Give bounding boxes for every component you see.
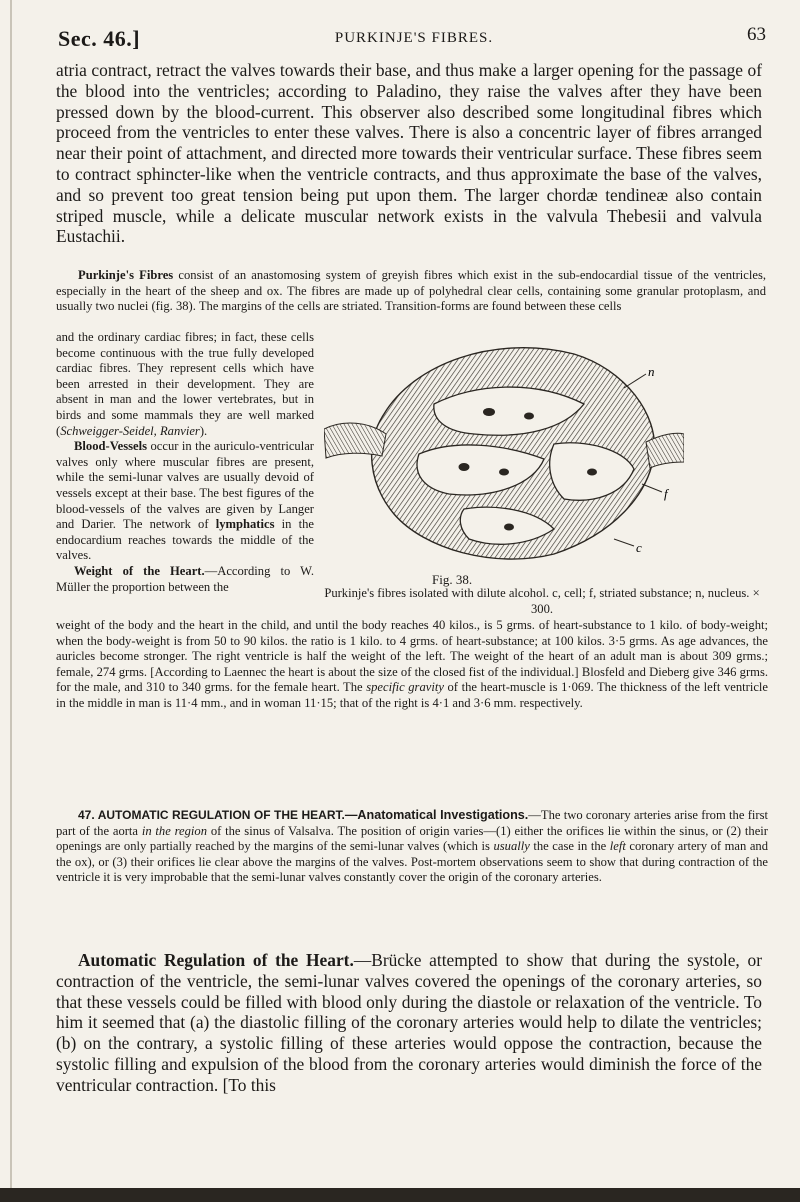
section-47-text-2: of the sinus of Valsalva. The position of origin varies—(1) either the orifices lie within the sinus, or (2) their openings are only partially reached by the margins of the semi-lunar valves (which is <box>56 823 768 854</box>
lymphatics-heading: lymphatics <box>215 517 275 532</box>
weight-paragraph-start <box>56 564 314 595</box>
purkinje-text-2: and the ordinary cardiac fibres; in fact, these cells become continuous with the true fully developed cardiac fibres. They represent cells which have been arrested in their development. They are absent in man and the lower vertebrates, but in birds and some mammals they are well marked ( <box>56 330 314 438</box>
purkinje-continuation <box>56 330 314 439</box>
automatic-regulation-text: —Brücke attempted to show that during the systole, or contraction of the ventricle, the semi-lunar valves covered the openings of the coronary arteries, so that these vessels could be filled with blood only during the diastole or relaxation of the ventricle. To him it seemed that (a) the diastolic filling of the coronary arteries would help to dilate the ventricles; (b) on the contrary, a systolic filling of these arteries would oppose the contraction, because the systolic filling and expulsion of the blood from the coronary arteries would diminish the force of the ventricular contraction. [To this <box>56 950 763 1095</box>
section-47-text-1: —The two coronary arteries arise from the first part of the aorta <box>56 808 768 838</box>
weight-text-b: weight of the body and the heart in the child, and until the body reaches 40 kilos., is 5 grms. of heart-substance to 1 kilo. of body-weight; when the body-weight is from 50 to 90 kilos. the ratio is 1 kilo. to 4 grms. of heart-substance; at 100 kilos. 3·5 grms. As age advances, the auricles become stronger. The right ventricle is half the weight of the left. The weight of the heart of an adult man is about 309 grms.; female, 274 grms. [According to Laennec the heart is about the size of the closed fist of the individual.] Blosfeld and Dieberg give 346 grms. for the male, and 310 to 340 grms. for the female heart. The <box>56 618 768 695</box>
section-47-text-3: the case in the <box>529 839 610 854</box>
weight-paragraph-continued <box>56 618 768 712</box>
section-47-usually: usually <box>493 839 530 854</box>
page-header <box>58 22 770 56</box>
weight-text-a: —According to W. Müller the proportion between the <box>56 563 314 594</box>
figure-number: Fig. 38. <box>432 572 473 587</box>
section-47-paragraph <box>56 808 768 886</box>
blood-vessels-text: occur in the auriculo-ventricular valves only where muscular fibres are present, while the semi-lunar valves are usually devoid of vessels except at their base. The best figures of the blood-vessels of the valves are given by Langer and Darier. The network of <box>56 439 314 532</box>
figure-label-c: c <box>636 540 642 555</box>
section-47-in-region: in the region <box>141 823 208 838</box>
purkinje-fibres-figure <box>324 334 684 566</box>
weight-text-c: of the heart-muscle is 1·069. The thickness of the left ventricle in the middle in man is 11·4 mm., and in woman 11·15; that of the right is 4·1 and 3·6 mm. respectively. <box>56 680 768 710</box>
section-marker: Sec. 46.] <box>58 26 141 51</box>
page-number: 63 <box>747 24 766 45</box>
valve-paragraph-text: atria contract, retract the valves towards their base, and thus make a larger opening for the passage of the blood into the ventricles; according to Paladino, they raise the valves after they have been pressed down by the blood-current. This observer also described some longitudinal fibres which proceed from the ventricles to enter these valves. There is also a concentric layer of fibres arranged near their point of attachment, and directed more towards their ventricular surface. These fibres seem to contract sphincter-like when the ventricle contracts, and thus approximate the base of the valves, and so prevent too great tension being put upon them. The larger chordæ tendineæ also contain striped muscle, while a delicate muscular network exists in the valvula Thebesii and valvula Eustachii. <box>56 60 762 247</box>
lymphatics-text: in the endocardium reaches towards the middle of the valves. <box>56 517 315 563</box>
figure-caption: Purkinje's fibres isolated with dilute alcohol. c, cell; f, striated substance; n, nucleus. × 300. <box>324 586 760 616</box>
section-47-left: left <box>609 839 626 854</box>
weight-heading: Weight of the Heart. <box>74 563 205 578</box>
figure-label-f: f <box>664 486 668 501</box>
valve-paragraph <box>56 60 762 247</box>
section-47-subheading: —Anatomatical Investigations. <box>344 808 529 822</box>
blood-vessels-paragraph <box>56 439 314 564</box>
automatic-regulation-heading: Automatic Regulation of the Heart. <box>78 950 354 970</box>
blood-vessels-heading: Blood-Vessels <box>74 439 148 454</box>
purkinje-side-column <box>56 330 314 595</box>
purkinje-text-3: ). <box>199 423 208 438</box>
specific-gravity-term: specific gravity <box>366 680 444 695</box>
purkinje-paragraph <box>56 268 766 315</box>
purkinje-citation: Schweigger-Seidel, Ranvier <box>60 423 200 438</box>
figure-label-n: n <box>648 364 655 379</box>
running-title: PURKINJE'S FIBRES. <box>334 30 494 46</box>
purkinje-text-1: consist of an anastomosing system of greyish fibres which exist in the sub-endocardial tissue of the ventricles, especially in the heart of the sheep and ox. The fibres are made up of polyhedral clear cells, containing some granular protoplasm, and usually two nuclei (fig. 38). The margins of the cells are striated. Transition-forms are found between these cells <box>56 268 766 314</box>
scan-bottom-edge <box>0 1188 800 1202</box>
section-47-heading: 47. AUTOMATIC REGULATION OF THE HEART. <box>78 808 345 822</box>
purkinje-heading: Purkinje's Fibres <box>78 268 174 282</box>
section-47-text-4: coronary artery of man and the ox), or (3) their orifices lie clear above the margins of the valves. Post-mortem observations seem to show that during contraction of the ventricle it is very improbable that the semi-lunar valves constantly cover the origin of the coronary arteries. <box>56 839 769 885</box>
page-edge <box>10 0 12 1202</box>
automatic-regulation-paragraph <box>56 950 762 1096</box>
